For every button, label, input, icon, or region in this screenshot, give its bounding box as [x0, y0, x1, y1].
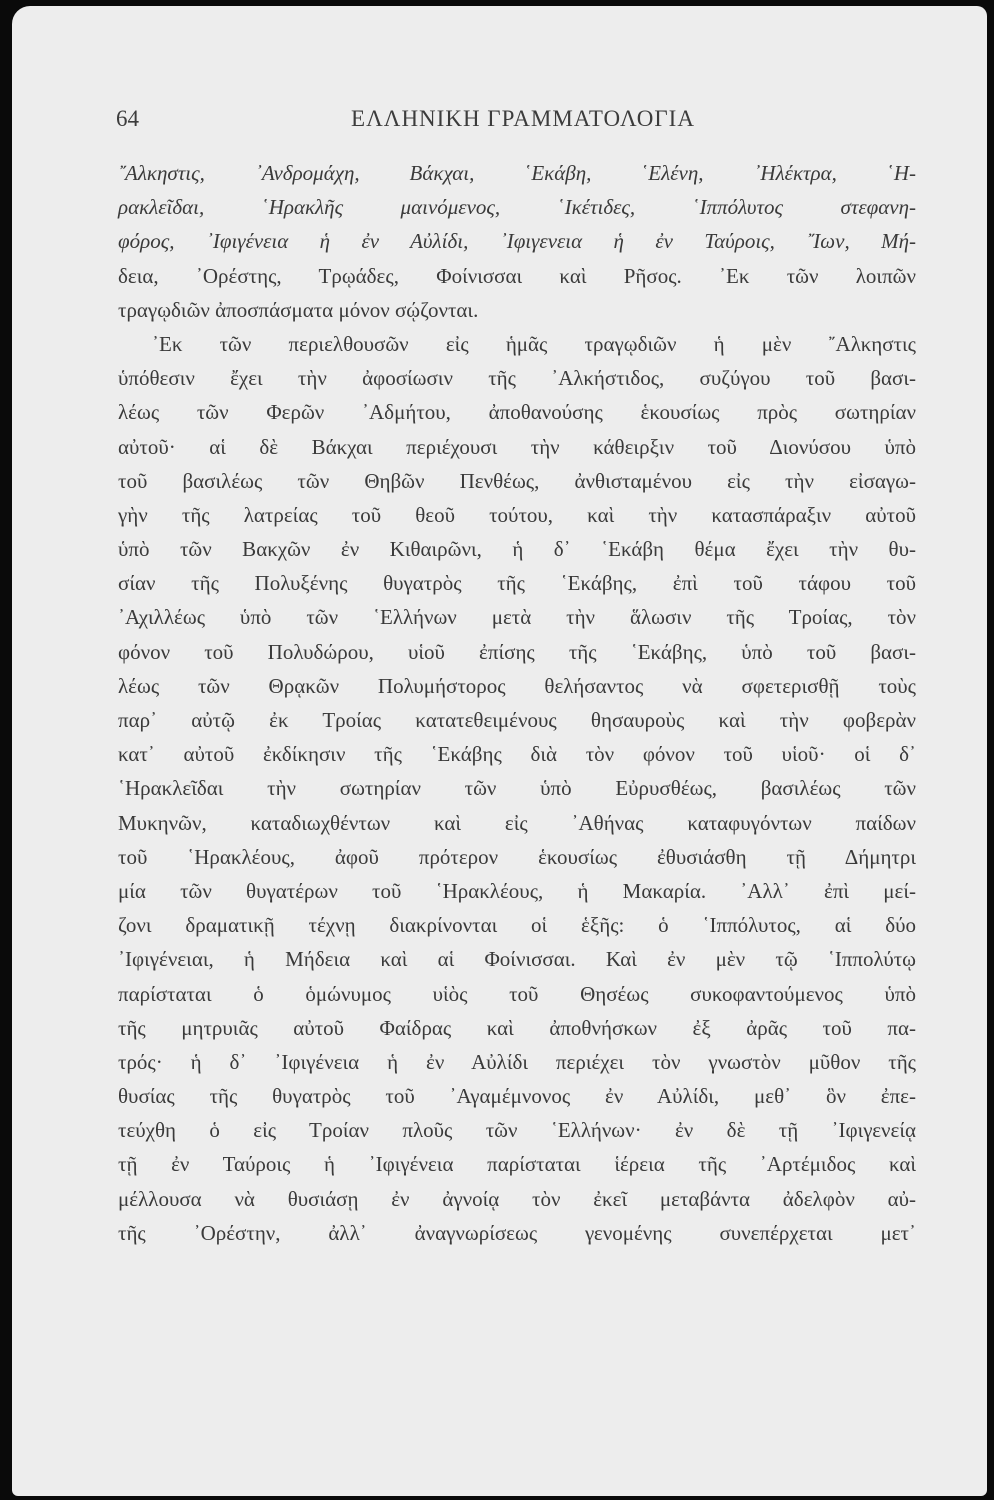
text-line: γὴν τῆς λατρείας τοῦ θεοῦ τούτου, καὶ τὴν κατασπάραξιν αὐτοῦ [118, 502, 916, 527]
text-line: τρός· ἡ δ᾽ ᾽Ιφιγένεια ἡ ἐν Αὐλίδι περιέχει τὸν γνωστὸν μῦθον τῆς [118, 1049, 916, 1074]
text-line: τοῦ βασιλέως τῶν Θηβῶν Πενθέως, ἀνθισταμένου εἰς τὴν εἰσαγω- [118, 468, 916, 493]
text-line: αὐτοῦ· αἱ δὲ Βάκχαι περιέχουσι τὴν κάθειρξιν τοῦ Διονύσου ὑπὸ [118, 434, 916, 459]
text-line: μία τῶν θυγατέρων τοῦ ῾Ηρακλέους, ἡ Μακαρία. ᾽Αλλ᾽ ἐπὶ μεί- [118, 878, 916, 903]
text-line: ὑπὸ τῶν Βακχῶν ἐν Κιθαιρῶνι, ἡ δ᾽ ῾Εκάβη θέμα ἔχει τὴν θυ- [118, 537, 916, 562]
text-line: τῆς ᾽Ορέστην, ἀλλ᾽ ἀναγνωρίσεως γενομένης συνεπέρχεται μετ᾽ [118, 1220, 916, 1245]
text-line: τεύχθη ὁ εἰς Τροίαν πλοῦς τῶν ῾Ελλήνων· ἐν δὲ τῇ ᾽Ιφιγενείᾳ [118, 1118, 916, 1143]
text-line: σίαν τῆς Πολυξένης θυγατρὸς τῆς ῾Εκάβης, ἐπὶ τοῦ τάφου τοῦ [118, 571, 916, 596]
text-line: ᾽Αχιλλέως ὑπὸ τῶν ῾Ελλήνων μετὰ τὴν ἅλωσιν τῆς Τροίας, τὸν [118, 605, 916, 630]
text-line: Μυκηνῶν, καταδιωχθέντων καὶ εἰς ᾽Αθήνας καταφυγόντων παίδων [118, 810, 916, 835]
text-line: ρακλεῖδαι, ῾Ηρακλῆς μαινόμενος, ῾Ικέτιδες, ῾Ιππόλυτος στεφανη- [118, 195, 916, 220]
running-title: ΕΛΛΗΝΙΚΗ ΓΡΑΜΜΑΤΟΛΟΓΙΑ [351, 106, 695, 131]
text-line: τῆς μητρυιᾶς αὐτοῦ Φαίδρας καὶ ἀποθνήσκων ἐξ ἀρᾶς τοῦ πα- [118, 1015, 916, 1040]
text-line: θυσίας τῆς θυγατρὸς τοῦ ᾽Αγαμέμνονος ἐν Αὐλίδι, μεθ᾽ ὃν ἐπε- [118, 1084, 916, 1109]
text-line: ὑπόθεσιν ἔχει τὴν ἀφοσίωσιν τῆς ᾽Αλκήστιδος, συζύγου τοῦ βασι- [118, 366, 916, 391]
text-line: φόρος, ᾽Ιφιγένεια ἡ ἐν Αὐλίδι, ᾽Ιφιγενεια ἡ ἐν Ταύροις, ῎Ιων, Μή- [118, 229, 916, 254]
text-line: ῎Αλκηστις, ᾽Ανδρομάχη, Βάκχαι, ῾Εκάβη, ῾Ελένη, ᾽Ηλέκτρα, ῾Η- [118, 161, 916, 185]
text-line: ᾽Ιφιγένειαι, ἡ Μήδεια καὶ αἱ Φοίνισσαι. Καὶ ἐν μὲν τῷ ῾Ιππολύτῳ [118, 947, 916, 972]
text-line: ᾽Εκ τῶν περιελθουσῶν εἰς ἡμᾶς τραγῳδιῶν ἡ μὲν ῎Αλκηστις [152, 331, 916, 356]
text-line: δεια, ᾽Ορέστης, Τρῳάδες, Φοίνισσαι καὶ Ρῆσος. ᾽Εκ τῶν λοιπῶν [118, 263, 916, 288]
text-line: τραγῳδιῶν ἀποσπάσματα μόνον σῴζονται. [118, 297, 479, 322]
body-text [118, 156, 916, 1250]
text-line: κατ᾽ αὐτοῦ ἐκδίκησιν τῆς ῾Εκάβης διὰ τὸν φόνον τοῦ υἱοῦ· οἱ δ᾽ [118, 742, 916, 767]
page-number: 64 [116, 106, 139, 131]
text-line: λέως τῶν Φερῶν ᾽Αδμήτου, ἀποθανούσης ἑκουσίως πρὸς σωτηρίαν [118, 400, 916, 425]
text-line: μέλλουσα νὰ θυσιάσῃ ἐν ἀγνοίᾳ τὸν ἐκεῖ μεταβάντα ἀδελφὸν αὐ- [118, 1186, 916, 1211]
text-line: τοῦ ῾Ηρακλέους, ἀφοῦ πρότερον ἑκουσίως ἐθυσιάσθη τῇ Δήμητρι [118, 844, 916, 869]
book-page [12, 6, 987, 1496]
page-header [116, 106, 916, 142]
text-line: λέως τῶν Θρᾳκῶν Πολυμήστορος θελήσαντος νὰ σφετερισθῇ τοὺς [118, 673, 916, 698]
text-line: ῾Ηρακλεῖδαι τὴν σωτηρίαν τῶν ὑπὸ Εὐρυσθέως, βασιλέως τῶν [118, 776, 916, 801]
text-line: παρ᾽ αὐτῷ ἐκ Τροίας κατατεθειμένους θησαυροὺς καὶ τὴν φοβερὰν [118, 708, 916, 732]
text-line: ζονι δραματικῇ τέχνῃ διακρίνονται οἱ ἑξῆς: ὁ ῾Ιππόλυτος, αἱ δύο [118, 913, 916, 938]
text-line: τῇ ἐν Ταύροις ἡ ᾽Ιφιγένεια παρίσταται ἱέρεια τῆς ᾽Αρτέμιδος καὶ [118, 1152, 916, 1177]
text-line: φόνον τοῦ Πολυδώρου, υἱοῦ ἐπίσης τῆς ῾Εκάβης, ὑπὸ τοῦ βασι- [118, 639, 916, 664]
text-line: παρίσταται ὁ ὁμώνυμος υἱὸς τοῦ Θησέως συκοφαντούμενος ὑπὸ [118, 981, 916, 1006]
